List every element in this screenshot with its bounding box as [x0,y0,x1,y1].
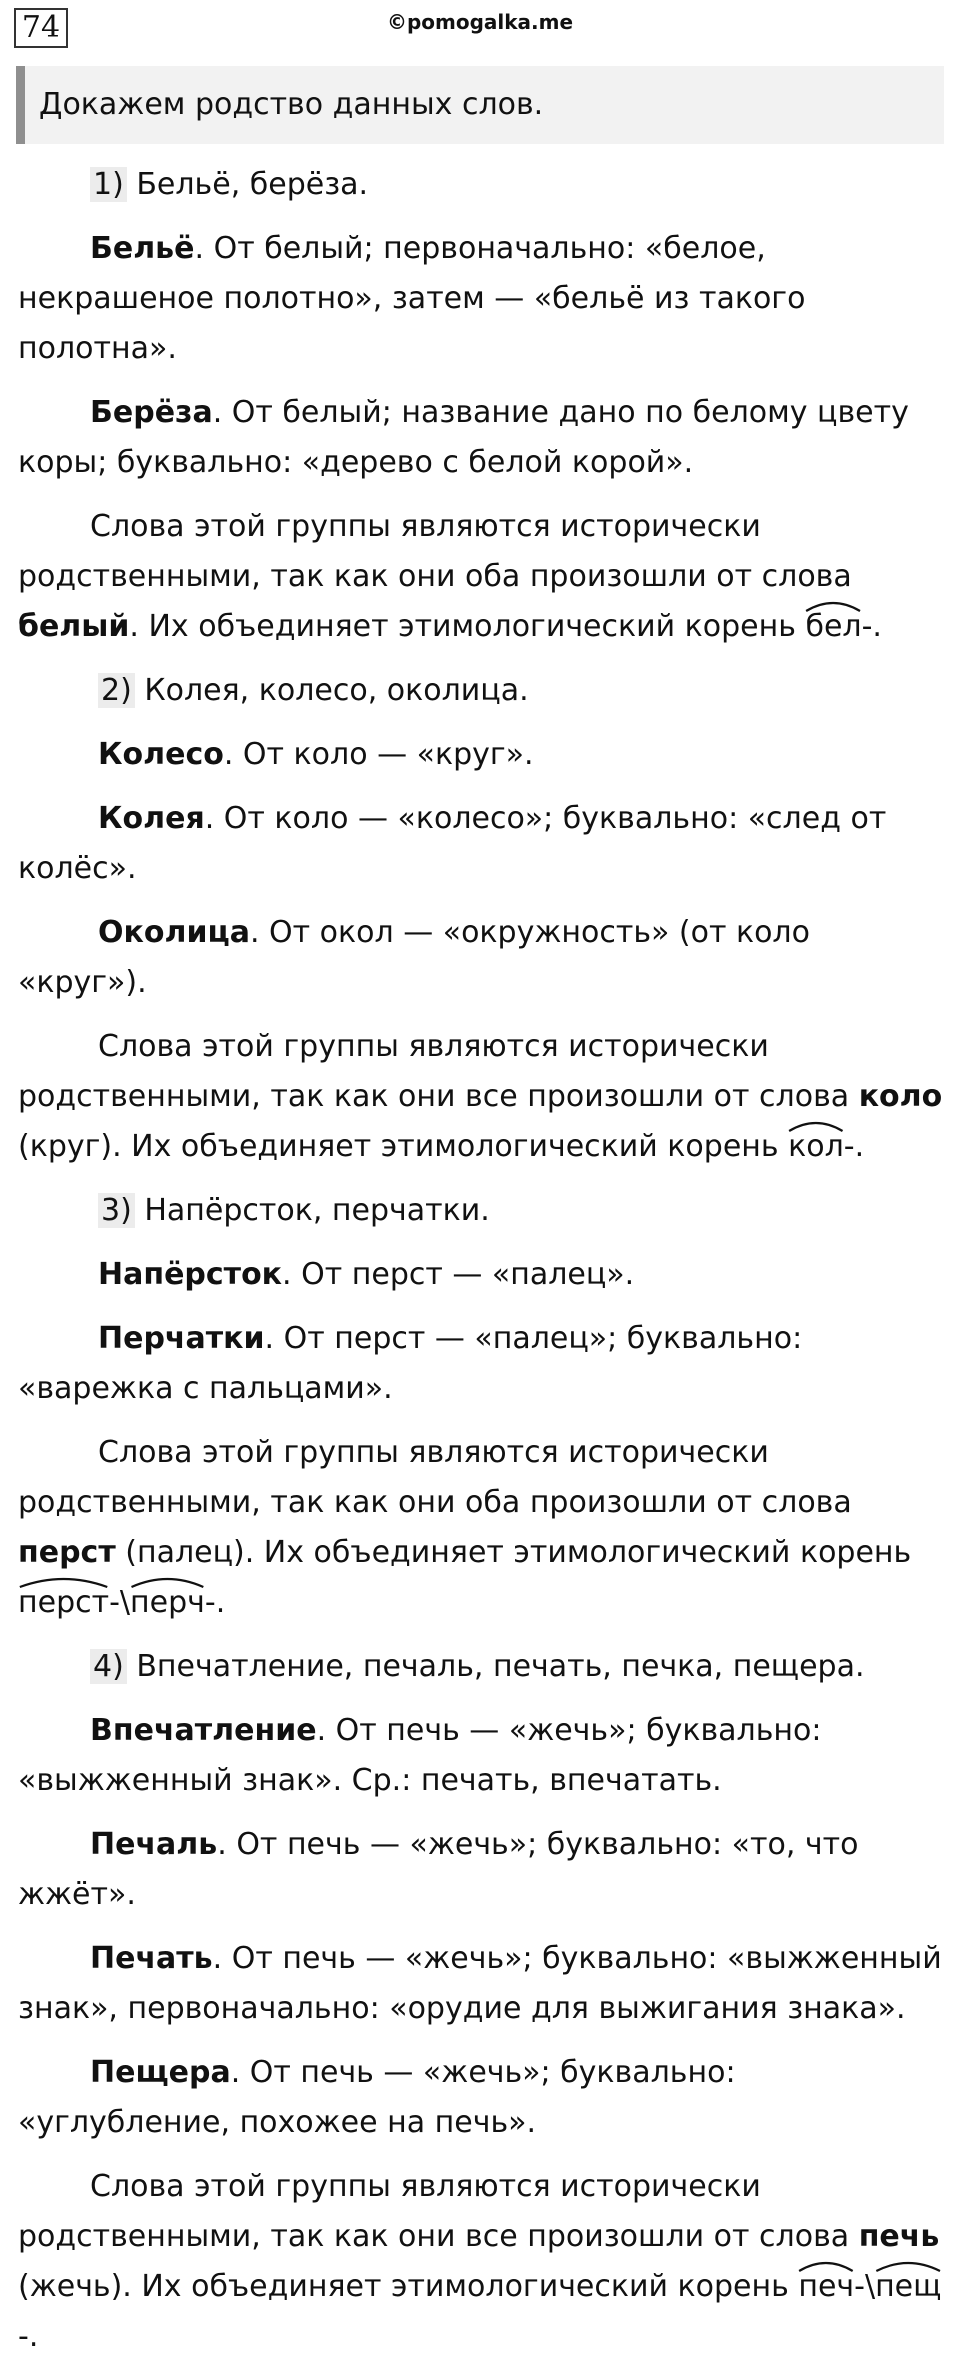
entry [18,908,946,1008]
root-mark [875,2269,942,2304]
entry [18,2048,946,2148]
entry-word: Берёза [90,395,213,430]
group-heading [18,1642,946,1692]
conclusion-post: -. [18,2319,39,2354]
root-arc-icon [805,600,861,612]
entry-word: Печать [90,1941,213,1976]
root-arc-icon [798,2260,854,2272]
entry-text: . От перст — «палец». [282,1257,635,1292]
entry [18,224,946,374]
conclusion [18,502,946,652]
group-number: 2) [98,673,135,708]
root-mark [788,1129,844,1164]
root-arc-icon [130,1576,205,1588]
entry-text: . От печь — «жечь»; буквально: «углубление, похожее на печь». [18,2055,736,2140]
page-number: 74 [14,8,68,48]
root-text: бел [805,609,862,644]
entry-word: Печаль [90,1827,218,1862]
entry-word: Колея [98,801,205,836]
entry-text: . От коло — «колесо»; буквально: «след от колёс». [18,801,887,886]
root-separator: -\ [854,2269,876,2304]
group-words: Бельё, берёза. [136,167,369,202]
entry [18,1314,946,1414]
entry-word: Пещера [90,2055,231,2090]
group-2 [18,666,946,1172]
entry-text: . От коло — «круг». [223,737,534,772]
entry [18,1934,946,2034]
entry-text: . От печь — «жечь»; буквально: «то, что жжёт». [18,1827,859,1912]
root-mark [18,1585,110,1620]
conclusion-post: -. [204,1585,226,1620]
root-arc-icon [875,2260,941,2272]
origin-word: коло [858,1079,943,1114]
root-text: пещ [875,2269,942,2304]
entry-text: . От белый; название дано по белому цвету коры; буквально: «дерево с белой корой». [18,395,909,480]
answer-content [18,160,946,2376]
conclusion-post: -. [843,1129,865,1164]
group-3 [18,1186,946,1628]
entry [18,1250,946,1300]
root-text: кол [788,1129,844,1164]
origin-word: перст [18,1535,116,1570]
site-watermark: ©pomogalka.me [386,10,574,34]
conclusion-pre: Слова этой группы являются исторически родственными, так как они все произошли от слова [18,1029,859,1114]
root-arc-icon [788,1120,844,1132]
task-text: Докажем родство данных слов. [39,87,544,122]
group-4 [18,1642,946,2362]
entry-word: Перчатки [98,1321,265,1356]
root-arc-icon [18,1576,109,1588]
conclusion-post: -. [861,609,882,644]
conclusion [18,1428,946,1628]
conclusion [18,2162,946,2362]
root-separator: -\ [109,1585,131,1620]
entry [18,1820,946,1920]
root-text: перч [130,1585,205,1620]
root-mark [130,1585,205,1620]
group-1 [18,160,946,652]
group-words: Впечатление, печаль, печать, печка, пещера. [136,1649,865,1684]
group-words: Колея, колесо, околица. [144,673,529,708]
entry-text: . От перст — «палец»; буквально: «варежка с пальцами». [18,1321,803,1406]
group-heading [18,160,946,210]
conclusion-pre: Слова этой группы являются исторически родственными, так как они оба произошли от слова [18,509,852,594]
entry-word: Напёрсток [98,1257,283,1292]
entry-text: . От печь — «жечь»; буквально: «выжженный знак», первоначально: «орудие для выжигания знака». [18,1941,942,2026]
conclusion-mid: (круг). Их объединяет этимологический корень [18,1129,789,1164]
group-number: 4) [90,1649,127,1684]
root-mark [805,609,862,644]
root-mark [798,2269,855,2304]
conclusion-pre: Слова этой группы являются исторически родственными, так как они все произошли от слова [18,2169,859,2254]
entry [18,1706,946,1806]
entry-text: . От печь — «жечь»; буквально: «выжженный знак». Ср.: печать, впечатать. [18,1713,822,1798]
entry-text: . От окол — «окружность» (от коло «круг»). [18,915,810,1000]
conclusion-mid: (жечь). Их объединяет этимологический корень [18,2269,799,2304]
task-banner [16,66,944,144]
entry [18,730,946,780]
entry-word: Колесо [98,737,224,772]
group-number: 1) [90,167,127,202]
group-heading [18,666,946,716]
origin-word: печь [858,2219,940,2254]
root-text: печ [798,2269,855,2304]
group-heading [18,1186,946,1236]
entry [18,388,946,488]
conclusion-pre: Слова этой группы являются исторически родственными, так как они оба произошли от слова [18,1435,852,1520]
origin-word: белый [18,609,130,644]
entry [18,794,946,894]
entry-word: Впечатление [90,1713,317,1748]
entry-word: Околица [98,915,250,950]
entry-word: Бельё [90,231,195,266]
root-text: перст [18,1585,110,1620]
conclusion-mid: . Их объединяет этимологический корень [129,609,806,644]
group-number: 3) [98,1193,135,1228]
conclusion-mid: (палец). Их объединяет этимологический корень [115,1535,912,1570]
conclusion [18,1022,946,1172]
entry-text: . От белый; первоначально: «белое, некрашеное полотно», затем — «бельё из такого полотна». [18,231,806,366]
group-words: Напёрсток, перчатки. [144,1193,490,1228]
